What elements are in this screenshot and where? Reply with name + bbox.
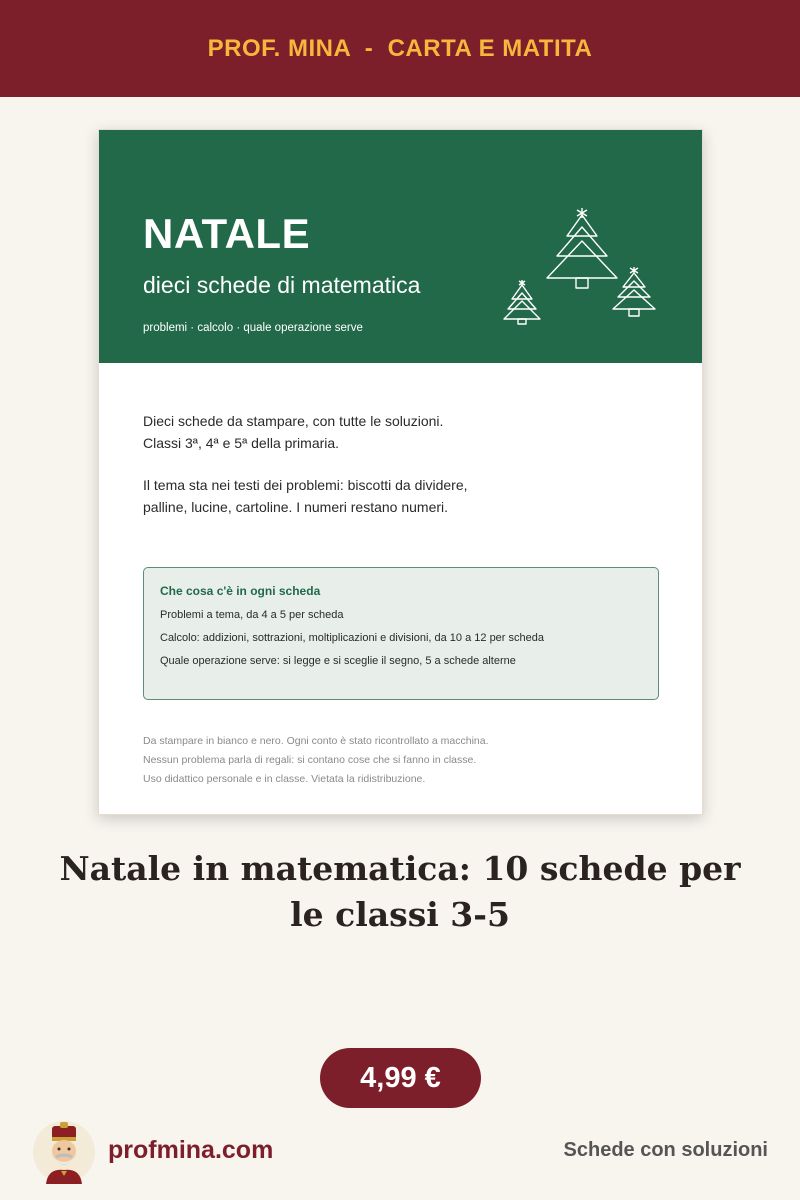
note-line: Da stampare in bianco e nero. Ogni conto è stato ricontrollato a macchina. [143,735,489,747]
product-title-line: le classi 3-5 [290,895,510,934]
intro-line: palline, lucine, cartoline. I numeri restano numeri. [143,499,449,515]
intro-line: Dieci schede da stampare, con tutte le soluzioni. [143,413,444,429]
top-banner [0,0,800,97]
contents-box-title: Che cosa c'è in ogni scheda [160,584,321,598]
cover-intro [143,410,663,538]
teacher-avatar-icon [32,1120,96,1184]
note-line: Nessun problema parla di regali: si contano cose che si fanno in classe. [143,754,477,766]
brand-label: PROF. MINA - CARTA E MATITA [207,34,593,62]
site-link[interactable]: profmina.com [108,1136,274,1164]
intro-line: Classi 3ª, 4ª e 5ª della primaria. [143,435,340,451]
note-line: Uso didattico personale e in classe. Vietata la ridistribuzione. [143,773,426,785]
contents-item: Problemi a tema, da 4 a 5 per scheda [160,609,344,621]
cover-title: NATALE [143,210,311,257]
contents-item: Quale operazione serve: si legge e si sceglie il segno, 5 a schede alterne [160,655,516,667]
contents-item: Calcolo: addizioni, sottrazioni, moltiplicazioni e divisioni, da 10 a 12 per scheda [160,632,544,644]
cover-header [99,130,702,363]
cover-notes [143,732,489,789]
cover-tags: problemi · calcolo · quale operazione serve [143,322,363,334]
product-cover-image[interactable] [98,129,703,815]
contents-box [143,567,659,700]
footer-tagline: Schede con soluzioni [563,1139,768,1161]
christmas-tree-icon [499,205,669,325]
intro-line: Il tema sta nei testi dei problemi: biscotti da dividere, [143,477,468,493]
price-button[interactable]: 4,99 € [320,1048,481,1108]
cover-subtitle: dieci schede di matematica [143,272,421,298]
product-title [40,846,760,938]
product-title-line: Natale in matematica: 10 schede per [59,849,741,888]
